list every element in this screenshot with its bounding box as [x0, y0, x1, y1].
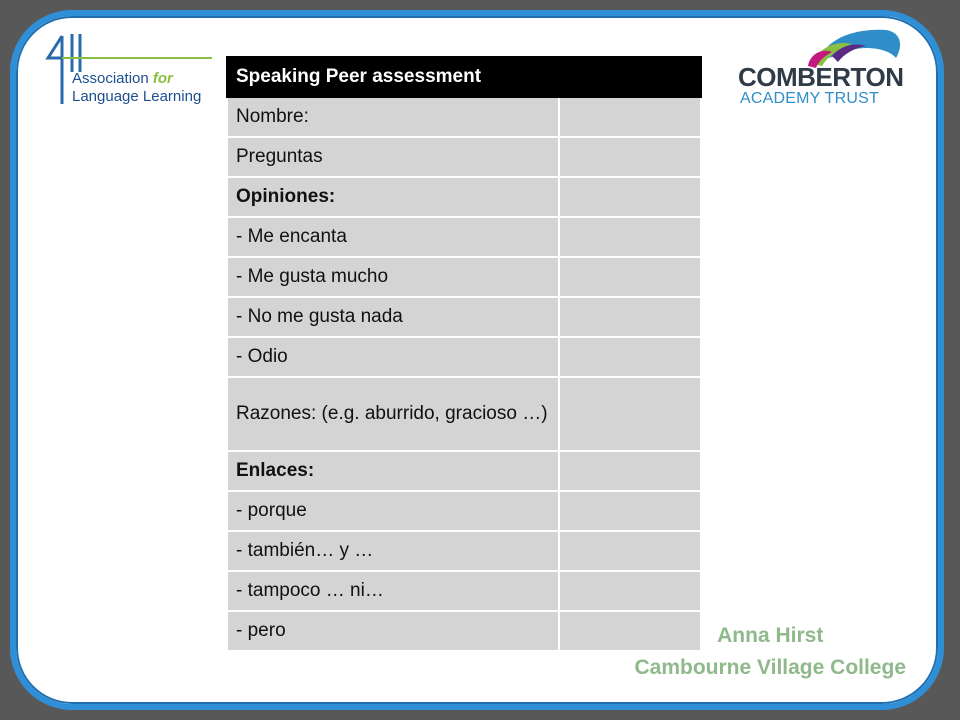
- table-row: [227, 177, 701, 217]
- criterion-label: - también… y …: [227, 531, 559, 571]
- assessment-cell[interactable]: [559, 571, 701, 611]
- criterion-label: - No me gusta nada: [227, 297, 559, 337]
- assessment-cell[interactable]: [559, 491, 701, 531]
- table-row: [227, 297, 701, 337]
- table-row: [227, 571, 701, 611]
- assessment-cell[interactable]: [559, 297, 701, 337]
- criterion-label: Razones: (e.g. aburrido, gracioso …): [227, 377, 559, 451]
- assessment-cell[interactable]: [559, 451, 701, 491]
- criterion-label: - tampoco … ni…: [227, 571, 559, 611]
- table-row: [227, 137, 701, 177]
- table-row: [227, 531, 701, 571]
- author-name: Anna Hirst: [717, 624, 824, 647]
- assessment-cell[interactable]: [559, 257, 701, 297]
- criterion-label: Opiniones:: [227, 177, 559, 217]
- table-row: [227, 257, 701, 297]
- all-logo-for: for: [152, 70, 173, 87]
- criterion-label: - Odio: [227, 337, 559, 377]
- assessment-cell[interactable]: [559, 137, 701, 177]
- assessment-cell[interactable]: [559, 177, 701, 217]
- criterion-label: Preguntas: [227, 137, 559, 177]
- table-row: [227, 611, 701, 651]
- table-title: Speaking Peer assessment: [227, 57, 701, 97]
- table-row: [227, 337, 701, 377]
- comberton-name: COMBERTON: [738, 62, 904, 92]
- table-header-row: [227, 57, 701, 97]
- criterion-label: Nombre:: [227, 97, 559, 137]
- all-logo-line1: Association: [72, 70, 149, 87]
- all-logo-line2: Language Learning: [72, 88, 202, 105]
- table-row: [227, 217, 701, 257]
- criterion-label: Enlaces:: [227, 451, 559, 491]
- all-logo-text: [72, 38, 201, 106]
- assessment-cell[interactable]: [559, 97, 701, 137]
- criterion-label: - Me gusta mucho: [227, 257, 559, 297]
- peer-assessment-table: [226, 56, 702, 652]
- table-row: [227, 377, 701, 451]
- assessment-cell[interactable]: [559, 377, 701, 451]
- table-row: [227, 97, 701, 137]
- criterion-label: - pero: [227, 611, 559, 651]
- assessment-cell[interactable]: [559, 217, 701, 257]
- comberton-subtitle: ACADEMY TRUST: [740, 90, 879, 107]
- table-row: [227, 451, 701, 491]
- assessment-cell[interactable]: [559, 531, 701, 571]
- author-school: Cambourne Village College: [634, 656, 906, 679]
- author-block: [634, 620, 906, 684]
- assessment-cell[interactable]: [559, 337, 701, 377]
- criterion-label: - porque: [227, 491, 559, 531]
- table-row: [227, 491, 701, 531]
- criterion-label: - Me encanta: [227, 217, 559, 257]
